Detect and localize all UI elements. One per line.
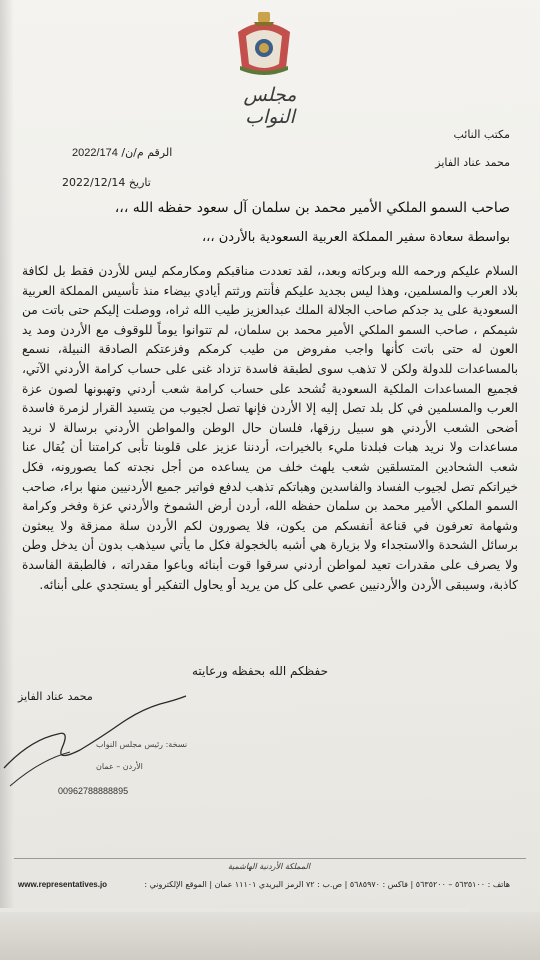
jordan-coat-of-arms-emblem [232,10,296,80]
letter-body: السلام عليكم ورحمه الله وبركاته وبعد،، لقد تعددت مناقبكم ومكارمكم ليس للأردن فقط بل لكافة بلاد العرب والمسلمين، وهذا ليس بجديد عليكم فأنتم ورثتم أيادي بيضاء منذ تأسيس المملكة العربية السعودية على يد جدكم صاحب الجلالة الملك عبدالعزيز طيب الله ثراه، ووصلت إليكم حتى باتت من شيمكم ، صاحب السمو الملكي الأمير محمد بن سلمان، لم تتوانوا يوماً للوقوف مع الأردن ومد يد العون له حتى باتت كأنها واجب مفروض من طيب كرمكم وفزعتكم الصادقة النبيلة، نسمع بالمساعدات للدولة ولكن لا تذهب سوى لطبقة فاسدة تزداد غنى على حساب كرامة الأردني الآتي، فجميع المساعدات الملكية السعودية تُشحد على حساب كرامة شعب أردني وتهبونها لصون عزة العرب والمسلمين في كل بلد تصل إليه إلا الأردن فإنها تصل لجيوب من يتسيد القرار لزمرة فاسدة أضحى الشعب الأردني هو سبيل رزقها، فلسان حال الوطن والمواطن الأردني برسالة لا نريد مساعدات ولا نريد هبات فبلدنا مليء بالخيرات، أردننا عزيز على قلوبنا تأبى كرامتنا أن يُقال عنا شعب الشحادين المتسلقين شعب يلهث خلف من يساعده من أجل نجدته كما يصورونه، فكل خيراتكم تصل لجيوب الفساد والفاسدين وهباتكم تذهب لدفع فواتير جميع الأردنيين منها براء، صاحب السمو الملكي الأمير محمد بن سلمان حفظه الله، أردن أرض الشموخ والأردني عزة وفخر وكرامة وشهامة تعرفون في قناعة أنفسكم من يكون، فلا يصورون لكم الأردن سلة ممزقة ولا يبعثون برسائل الشحدة والاستجداء ولا بزيارة هي أشبه بالخجولة فكل ما يأتي سيذهب بدون أن يدخل وطن ولا يصرف على مقدرات تعيد لمواطن أردني سرقوا قوت أبنائه وباعوا مقدراته ، فالطبقة الفاسدة كاذبة، وسيبقى الأردن والأردنيين عصي على كل من يريد أو يحاول التفكير أو يستجدي على أبنائه. [22,264,518,592]
closing-line: حفظكم الله بحفظه ورعايته [191,664,329,678]
reference-label: الرقم م/ن/ [121,146,173,159]
footer-logo-text: المملكة الأردنية الهاشمية [227,862,311,871]
office-label: مكتب النائب [453,128,510,141]
copy-to-line: نسخة: رئيس مجلس النواب [96,740,188,749]
footer-divider [14,858,526,859]
footer-contact-info: هاتف : ٥٦٣٥١٠٠ – ٥٦٣٥٢٠٠ | فاكس : ٥٦٨٥٩٧٠ | ص.ب : ٧٢ الرمز البريدي ١١١٠١ عمان | الموقع الإلكتروني : [144,880,510,889]
contact-phone: 00962788888895 [58,786,129,796]
addressee-line: صاحب السمو الملكي الأمير محمد بن سلمان آل سعود حفظه الله ،،، [114,200,510,216]
letter-date [62,176,212,189]
sender-name: محمد عناد الفايز [435,156,510,169]
date-label: تاريخ [128,176,151,189]
date-value: 2022/12/14 [62,176,126,189]
page-shadow [0,0,14,960]
reference-value: 2022/174 [72,147,118,159]
signatory-name: محمد عناد الفايز [18,690,93,703]
footer-website: www.representatives.jo [18,880,108,889]
reference-number [72,146,212,159]
copy-to-location: الأردن – عمان [96,762,143,771]
council-name-logotype: مجلس النواب [243,84,297,128]
via-line: بواسطة سعادة سفير المملكة العربية السعودية بالأردن ،،، [201,230,510,245]
table-surface [0,912,540,960]
